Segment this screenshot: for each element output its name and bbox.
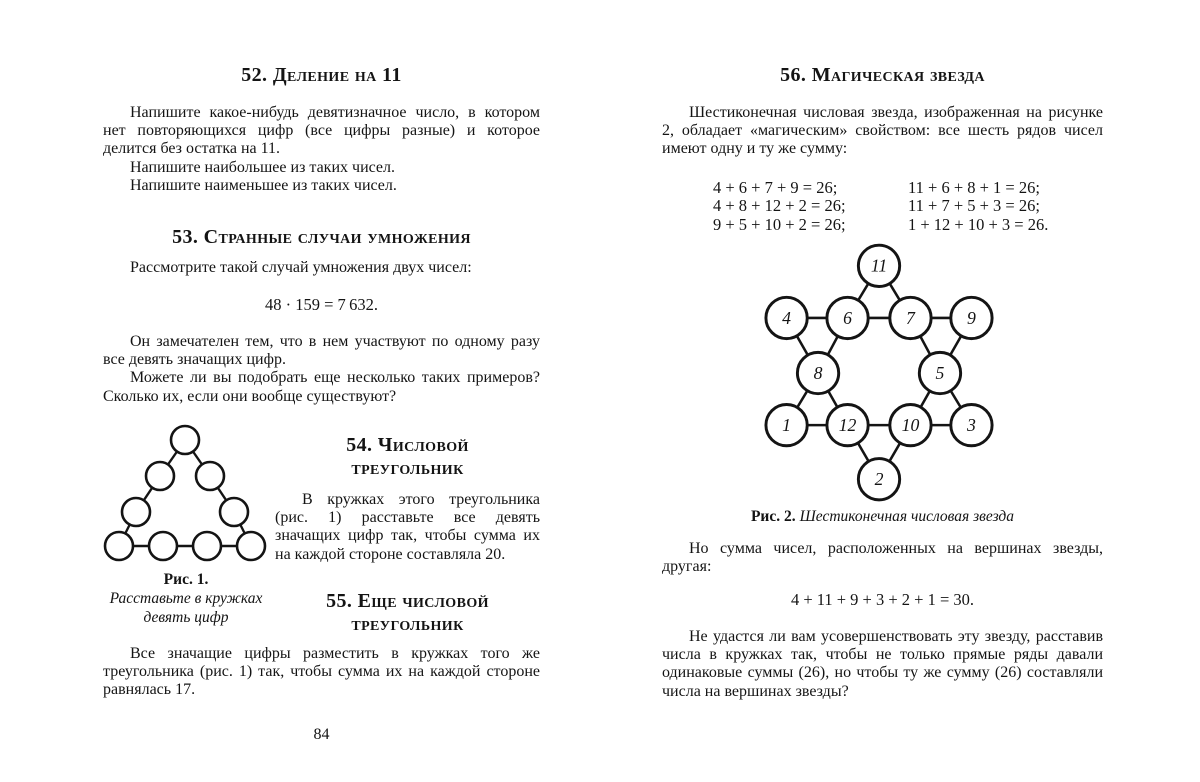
heading-section-55 xyxy=(275,590,540,636)
heading-line: 54. Числовой xyxy=(346,434,469,456)
figure-2-caption xyxy=(662,508,1103,526)
triangle-lines xyxy=(119,440,251,546)
star-number: 9 xyxy=(967,307,976,328)
magic-star-figure xyxy=(762,243,998,505)
empty-circle xyxy=(149,532,177,560)
left-column xyxy=(103,0,540,782)
heading-line: треугольник xyxy=(351,457,464,479)
multiplication-equation: 48 · 159 = 7 632. xyxy=(265,295,378,314)
empty-circle xyxy=(122,498,150,526)
heading-section-56: 56. Магическая звезда xyxy=(780,64,985,86)
empty-circle xyxy=(105,532,133,560)
triangle-circles xyxy=(105,426,265,560)
empty-circle xyxy=(171,426,199,454)
right-column xyxy=(662,0,1103,782)
paragraph: Рассмотрите такой случай умножения двух чисел: xyxy=(130,259,472,276)
star-number: 10 xyxy=(901,415,920,436)
empty-circle xyxy=(146,462,174,490)
heading-line: 55. Еще числовой xyxy=(326,590,489,612)
figure-2-caption-label: Рис. 2. xyxy=(750,508,796,525)
figure-2-caption-text: Шестиконечная числовая звезда xyxy=(799,508,1015,525)
star-number: 3 xyxy=(967,415,976,436)
figure-1-caption-text: девять цифр xyxy=(143,609,229,626)
empty-circle xyxy=(220,498,248,526)
heading-line: треугольник xyxy=(351,613,464,635)
section-53-text xyxy=(103,333,540,406)
star-circles xyxy=(766,245,992,500)
section-55-text xyxy=(103,645,540,700)
empty-circle xyxy=(196,462,224,490)
paragraph: Не удастся ли вам усовершенствовать эту звезду, расставив числа в кружках так, чтобы не только прямые ряды давали одинаковые суммы (26), но чтобы ту же сумму (26) составляли числа на вершинах звезды? xyxy=(662,628,1103,700)
section-54-text xyxy=(275,491,540,564)
section-54 xyxy=(275,434,540,564)
paragraph: Напишите наименьшее из таких чисел. xyxy=(130,176,397,194)
number-triangle-figure xyxy=(103,424,267,562)
section-56-question-text xyxy=(662,628,1103,701)
star-number: 4 xyxy=(782,307,792,328)
star-number: 7 xyxy=(906,307,915,328)
star-sums-equations xyxy=(662,179,1103,235)
star-number: 6 xyxy=(843,307,852,328)
star-number: 1 xyxy=(782,415,792,436)
paragraph: Можете ли вы подобрать еще несколько таких примеров? Сколько их, если они вообще существуют? xyxy=(103,369,540,405)
empty-circle xyxy=(193,532,221,560)
equation: 11 + 7 + 5 + 3 = 26; xyxy=(908,196,1040,216)
section-56-vertices-text xyxy=(662,540,1103,576)
equation: 4 + 6 + 7 + 9 = 26; xyxy=(713,178,838,197)
empty-circle xyxy=(237,532,265,560)
paragraph: Но сумма чисел, расположенных на вершинах звезды, другая: xyxy=(662,540,1103,576)
paragraph: Все значащие цифры разместить в кружках того же треугольника (рис. 1) так, чтобы сумма их на каждой стороне равнялась 17. xyxy=(103,645,540,699)
paragraph: Он замечателен тем, что в нем участвуют по одному разу все девять значащих цифр. xyxy=(103,333,540,369)
equation: 11 + 6 + 8 + 1 = 26; xyxy=(908,178,1040,197)
figure-1-caption-text: Расставьте в кружках xyxy=(109,590,263,607)
equations-right-group xyxy=(908,179,1048,234)
paragraph: Шестиконечная числовая звезда, изображенная на рисунке 2, обладает «магическим» свойством: все шесть рядов чисел имеют одну и ту же сумму: xyxy=(662,104,1103,158)
equation: 9 + 5 + 10 + 2 = 26; xyxy=(713,214,846,234)
section-56-intro xyxy=(662,104,1103,159)
star-number: 8 xyxy=(813,362,823,383)
figure-1 xyxy=(103,424,269,627)
vertices-sum-equation: 4 + 11 + 9 + 3 + 2 + 1 = 30. xyxy=(790,590,975,609)
paragraph: Напишите наибольшее из таких чисел. xyxy=(130,158,396,176)
equation: 4 + 8 + 12 + 2 = 26; xyxy=(713,196,846,216)
equation: 1 + 12 + 10 + 3 = 26. xyxy=(908,214,1049,234)
section-52-text xyxy=(103,104,540,195)
figure-1-caption-label: Рис. 1. xyxy=(163,571,209,588)
section-53-intro xyxy=(103,259,540,277)
heading-section-52: 52. Деление на 11 xyxy=(241,64,402,86)
page-number: 84 xyxy=(313,726,330,743)
star-number: 2 xyxy=(874,469,884,490)
star-number: 12 xyxy=(838,415,857,436)
heading-section-54 xyxy=(275,434,540,480)
paragraph: Напишите какое-нибудь девятизначное число, в котором нет повторяющихся цифр (все цифры разные) и которое делится без остатка на 11. xyxy=(103,104,540,158)
star-number: 5 xyxy=(935,362,945,383)
equations-left-group xyxy=(713,179,846,234)
heading-section-53: 53. Странные случаи умножения xyxy=(172,226,471,248)
star-number: 11 xyxy=(870,255,888,276)
paragraph: В кружках этого треугольника (рис. 1) расставьте все девять значащих цифр так, чтобы сумма их на каждой стороне составляла 20. xyxy=(275,491,540,563)
